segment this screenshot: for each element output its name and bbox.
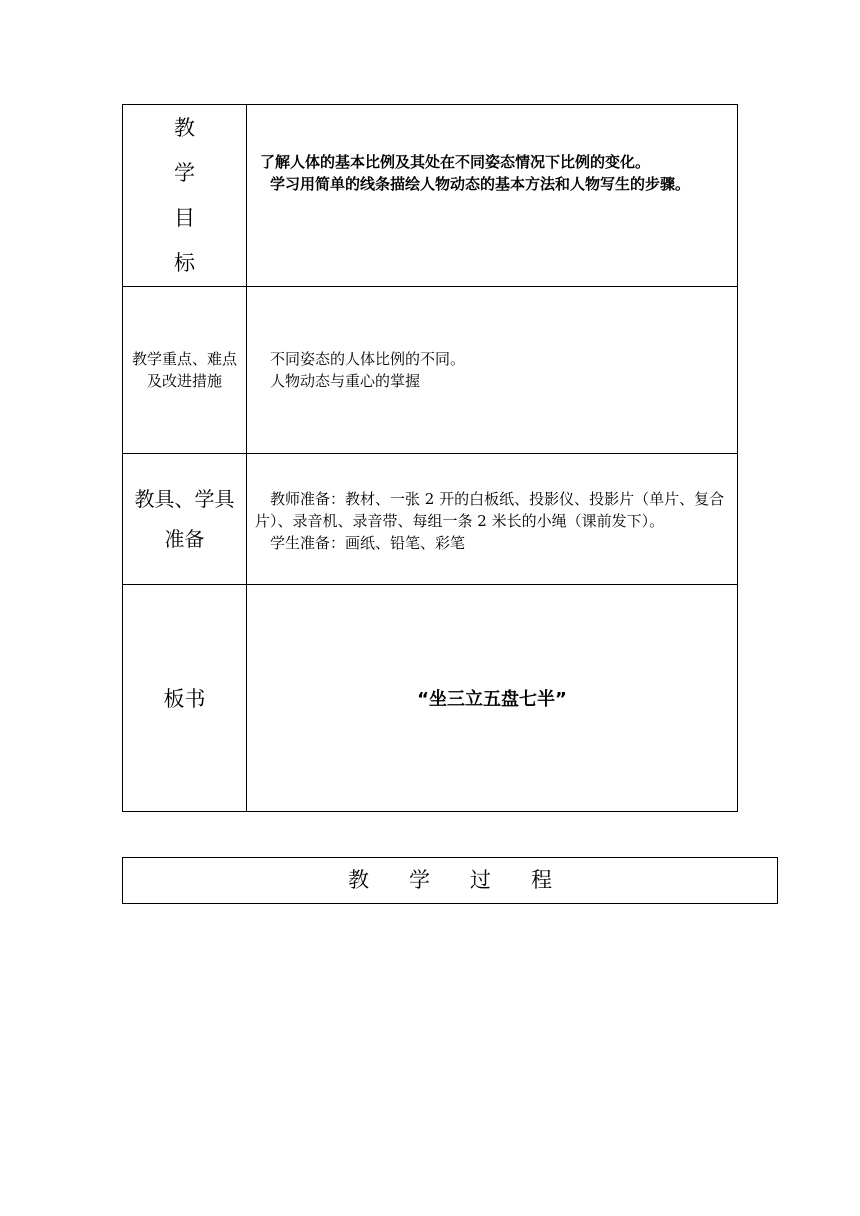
- teaching-goal-line: 学习用简单的线条描绘人物动态的基本方法和人物写生的步骤。: [270, 175, 691, 193]
- tools-preparation-label: [123, 454, 247, 585]
- key-point-line: 不同姿态的人体比例的不同。: [270, 350, 466, 368]
- teaching-goals-label: [123, 105, 247, 287]
- key-points-content: [247, 287, 738, 454]
- teaching-goal-line: 了解人体的基本比例及其处在不同姿态情况下比例的变化。: [260, 153, 651, 171]
- teaching-goals-label-char: 标: [174, 250, 195, 275]
- tools-preparation-line: 教师准备：教材、一张 2 开的白板纸、投影仪、投影片（单片、复合片）、录音机、录音带、每组一条 2 米长的小绳（课前发下）。: [255, 490, 725, 530]
- blackboard-text: “坐三立五盘七半”: [247, 585, 738, 812]
- row-blackboard: [123, 585, 738, 812]
- tools-preparation-content: [247, 454, 738, 585]
- teaching-goals-label-char: 教: [174, 115, 195, 140]
- row-teaching-goals: [123, 105, 738, 287]
- teaching-goals-label-char: 目: [174, 205, 195, 230]
- row-tools-preparation: [123, 454, 738, 585]
- teaching-process-heading: 教学过程: [122, 857, 778, 904]
- key-point-line: 人物动态与重心的掌握: [270, 372, 421, 390]
- tools-preparation-line: 学生准备：画纸、铅笔、彩笔: [270, 534, 466, 552]
- row-key-points: [123, 287, 738, 454]
- teaching-goals-content: [247, 105, 738, 287]
- lesson-plan-table: [122, 104, 738, 812]
- blackboard-label: 板书: [123, 585, 247, 812]
- key-points-label: 教学重点、难点及改进措施: [123, 287, 247, 454]
- tools-preparation-label-line: 准备: [164, 527, 205, 551]
- tools-preparation-label-line: 教具、学具: [134, 487, 235, 511]
- teaching-goals-label-char: 学: [174, 160, 195, 185]
